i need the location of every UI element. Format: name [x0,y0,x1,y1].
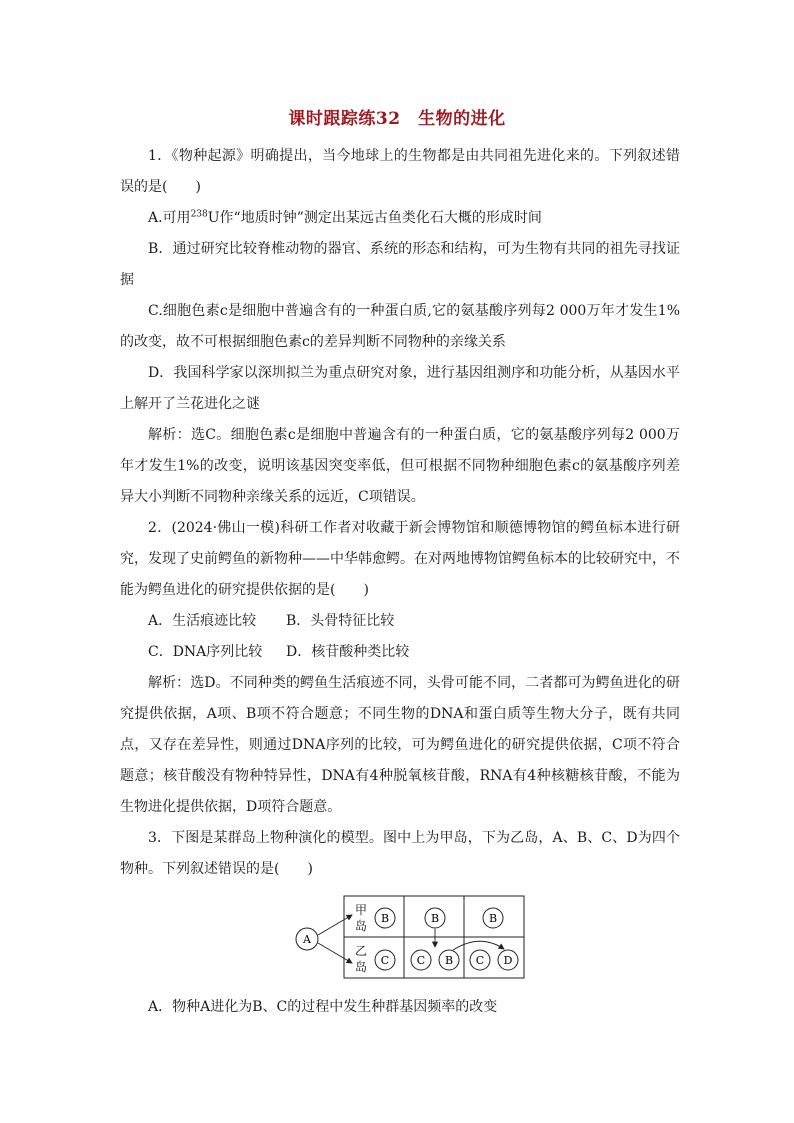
species-b-label: B [488,912,498,925]
label-yi-2: 岛 [355,960,368,974]
q1-option-c: C.细胞色素c是细胞中普遍含有的一种蛋白质,它的氨基酸序列每2 000万年才发生1%的改变，故不可根据细胞色素c的差异判断不同物种的亲缘关系 [120,303,680,350]
species-b-label: B [444,954,454,967]
q2-option-b: B．头骨特征比较 [286,613,395,629]
label-jia-2: 岛 [355,919,368,933]
q2-stem: 2．(2024·佛山一模)科研工作者对收藏于新会博物馆和顺德博物馆的鳄鱼标本进行研究，发现了史前鳄鱼的新物种——中华韩愈鳄。在对两地博物馆鳄鱼标本的比较研究中，不能为鳄鱼进化的研究提供依据的是( ) [120,520,680,598]
species-b-label: B [380,912,390,925]
species-c-label: C [475,954,485,967]
q2-option-d: D．核苷酸种类比较 [286,644,410,660]
q1-option-a: A.可用$^{238}$U作“地质时钟”测定出某远古鱼类化石大概的形成时间 [148,209,542,226]
species-c-label: C [416,954,426,967]
arrow-a-to-jia [318,915,352,935]
q2-analysis: 解析：选D。不同种类的鳄鱼生活痕迹不同，头骨可能不同，二者都可为鳄鱼进化的研究提供依据，A项、B项不符合题意；不同生物的DNA和蛋白质等生物大分子，既有共同点，又存在差异性，则通过DNA序列的比较，可为鳄鱼进化的研究提供依据，C项不符合题意；核苷酸没有物种特异性，DNA有4种脱氧核苷酸，RNA有4种核糖核苷酸，不能为生物进化提供依据，D项符合题意。 [120,675,680,815]
label-jia-1: 甲 [355,903,368,917]
arrow-a-to-yi [318,943,352,963]
q2-option-c: C．DNA序列比较 [148,644,263,660]
q1-option-d: D．我国科学家以深圳拟兰为重点研究对象，进行基因组测序和功能分析，从基因水平上解开了兰花进化之谜 [120,365,680,412]
species-c-label: C [380,954,390,967]
q3-stem: 3．下图是某群岛上物种演化的模型。图中上为甲岛，下为乙岛，A、B、C、D为四个物种。下列叙述错误的是( ) [120,830,680,877]
label-yi-1: 乙 [355,944,368,958]
arrow-b-to-d [453,941,504,950]
q2-options-row-2 [148,637,409,668]
q2-option-a: A．生活痕迹比较 [148,613,257,629]
q1-analysis: 解析：选C。细胞色素c是细胞中普遍含有的一种蛋白质，它的氨基酸序列每2 000万年才发生1%的改变，说明该基因突变率低，但可根据不同物种细胞色素c的氨基酸序列差异大小判断不同物种亲缘关系的远近，C项错误。 [120,427,680,505]
q2-options-row-1 [148,606,394,637]
q1-stem: 1．《物种起源》明确提出，当今地球上的生物都是由共同祖先进化来的。下列叙述错误的是( ) [120,148,680,195]
island-evolution-diagram [290,893,530,985]
species-b-label: B [430,912,440,925]
species-a-label: A [303,933,311,946]
page-title: 课时跟踪练32 生物的进化 [288,109,506,129]
q1-option-b: B．通过研究比较脊椎动物的器官、系统的形态和结构，可为生物有共同的祖先寻找证据 [120,241,680,288]
species-d-label: D [503,954,513,967]
q3-option-a: A．物种A进化为B、C的过程中发生种群基因频率的改变 [148,999,498,1015]
